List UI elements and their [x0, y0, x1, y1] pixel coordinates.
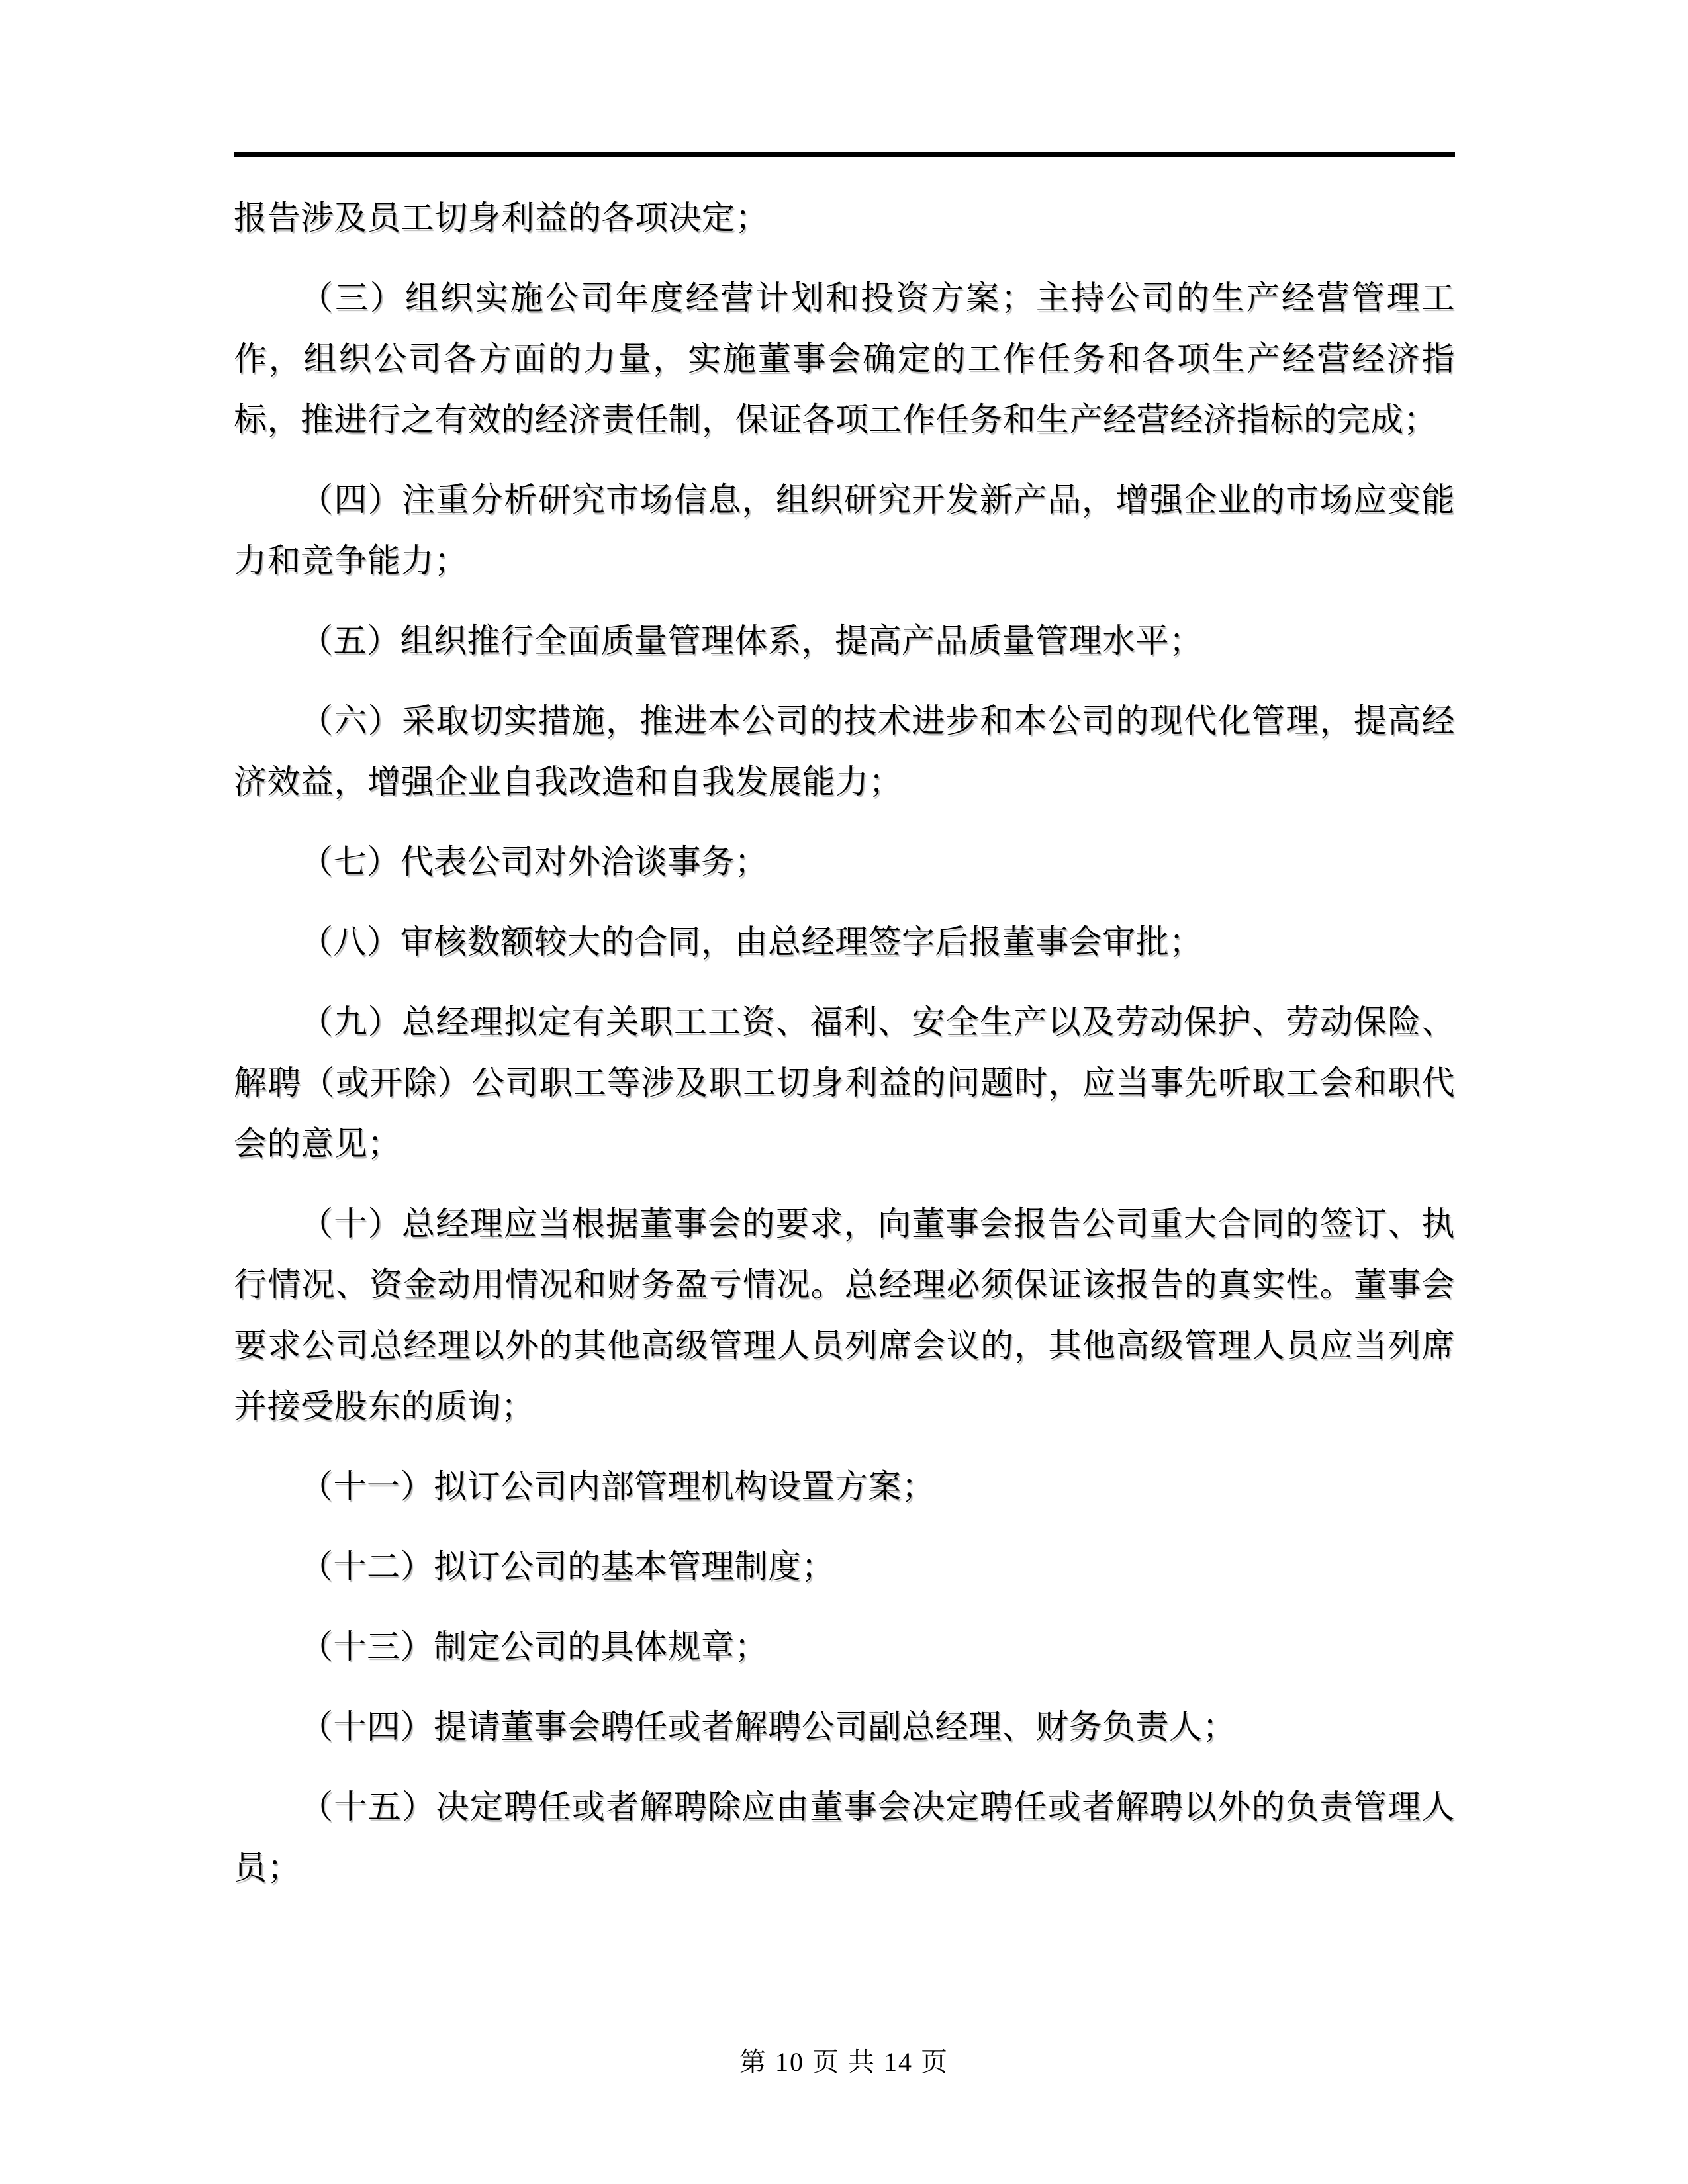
paragraph: （八）审核数额较大的合同，由总经理签字后报董事会审批； — [300, 923, 1203, 960]
paragraph: （九）总经理拟定有关职工工资、福利、安全生产以及劳动保护、劳动保险、解聘（或开除）公司职工等涉及职工切身利益的问题时，应当事先听取工会和职代会的意见； — [234, 1003, 1455, 1162]
paragraph: 报告涉及员工切身利益的各项决定； — [234, 199, 769, 236]
paragraph: （十五）决定聘任或者解聘除应由董事会决定聘任或者解聘以外的负责管理人员； — [234, 1788, 1455, 1886]
paragraph: （十）总经理应当根据董事会的要求，向董事会报告公司重大合同的签订、执行情况、资金动用情况和财务盈亏情况。总经理必须保证该报告的真实性。董事会要求公司总经理以外的其他高级管理人员列席会议的，其他高级管理人员应当列席并接受股东的质询； — [234, 1205, 1455, 1425]
header-rule — [234, 152, 1455, 157]
paragraph: （四）注重分析研究市场信息，组织研究开发新产品，增强企业的市场应变能力和竞争能力； — [234, 481, 1455, 579]
paragraph: （十四）提请董事会聘任或者解聘公司副总经理、财务负责人； — [300, 1708, 1236, 1745]
document-body — [234, 187, 1455, 1898]
paragraph: （七）代表公司对外洽谈事务； — [300, 843, 768, 880]
paragraph: （十一）拟订公司内部管理机构设置方案； — [300, 1468, 935, 1505]
page-footer: 第 10 页 共 14 页 — [739, 2047, 949, 2077]
paragraph: （十二）拟订公司的基本管理制度； — [300, 1548, 835, 1585]
paragraph: （六）采取切实措施，推进本公司的技术进步和本公司的现代化管理，提高经济效益，增强企业自我改造和自我发展能力； — [234, 702, 1455, 800]
paragraph: （三）组织实施公司年度经营计划和投资方案；主持公司的生产经营管理工作，组织公司各方面的力量，实施董事会确定的工作任务和各项生产经营经济指标，推进行之有效的经济责任制，保证各项工作任务和生产经营经济指标的完成； — [234, 279, 1455, 438]
paragraph: （十三）制定公司的具体规章； — [300, 1628, 768, 1665]
paragraph: （五）组织推行全面质量管理体系，提高产品质量管理水平； — [300, 622, 1203, 659]
